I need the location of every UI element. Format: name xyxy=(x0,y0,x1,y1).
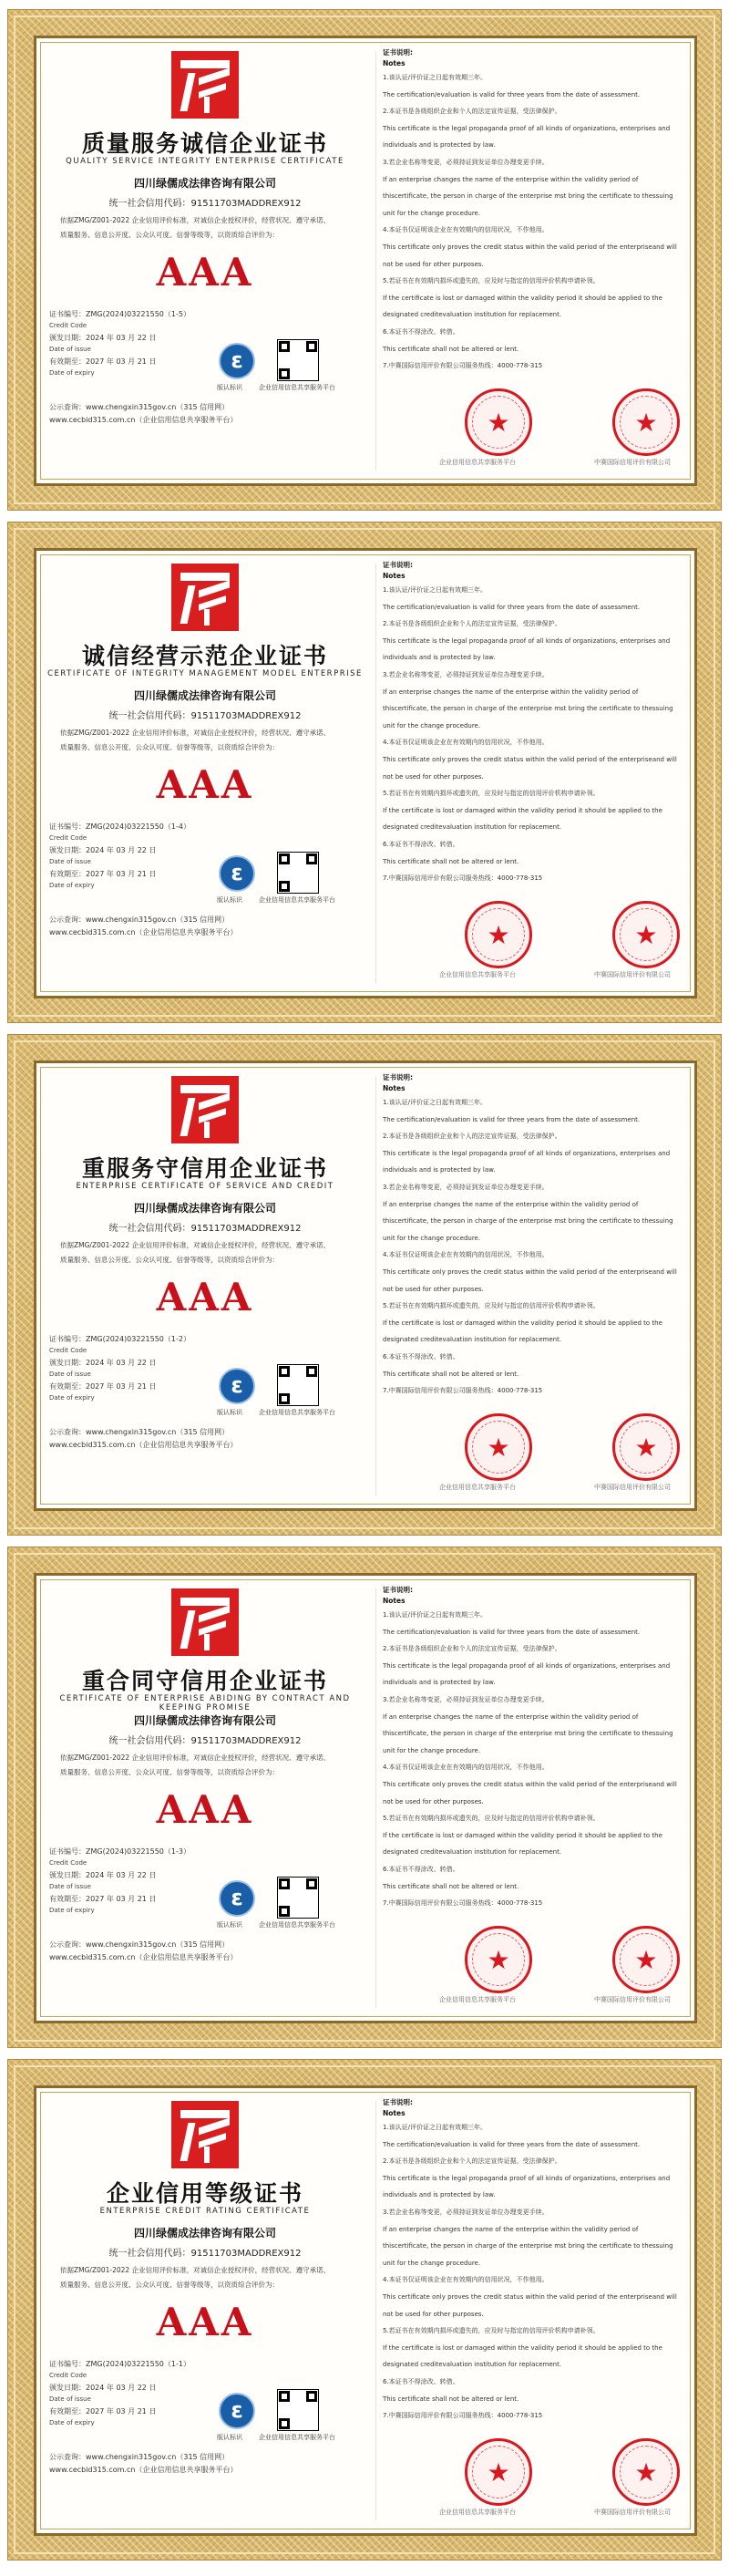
credit-logo-icon xyxy=(171,51,239,119)
certificate-number: 证书编号：ZMG(2024)03221550（1-1） xyxy=(49,2360,190,2368)
note-line: This certificate shall not be altered or lent. xyxy=(383,857,519,865)
emblem-caption: 版认标识 xyxy=(217,384,242,391)
query-url: 公示查询：www.chengxin315gov.cn（315 信用网） xyxy=(49,1428,230,1436)
official-seal-icon: ★ xyxy=(612,1413,680,1481)
official-seal-icon: ★ xyxy=(612,388,680,456)
notes-list xyxy=(383,582,693,887)
notes-heading: Notes xyxy=(383,572,406,580)
note-line: 3.若企业名称等变更，必须持证到发证单位办理变更手续。 xyxy=(383,670,549,678)
note-line: 6.本证书不得涂改、转借。 xyxy=(383,327,459,336)
notes-heading: Notes xyxy=(383,59,406,67)
query-info xyxy=(49,2451,237,2477)
notes-title: 证书说明: xyxy=(383,48,413,57)
note-line: 5.若证书在有效期内损坏或遗失的，应及时与指定的信用评价机构申请补领。 xyxy=(383,1815,600,1823)
note-line: 2.本证书是各级组织企业和个人的法定宣传证据，受法律保护。 xyxy=(383,1645,561,1653)
seal-caption: 中赛国际信用评价有限公司 xyxy=(594,971,671,978)
note-line: This certificate is the legal propaganda proof of all kinds of organizations, enterprises and xyxy=(383,1149,671,1157)
certification-emblem-icon xyxy=(219,1368,255,1404)
credit-code: 统一社会信用代码：91511703MADDREX912 xyxy=(108,199,302,209)
evaluation-description: 依据ZMG/Z001-2022 企业信用评价标准，对诚信企业授权评价，经营状况、遵守承诺、 质量服务、信息公开度、公众认可度、信誉等级等，以资质综合评价为： xyxy=(60,729,331,751)
emblem-caption: 版认标识 xyxy=(217,896,242,904)
certificate-left-panel xyxy=(36,551,374,996)
note-line: 7.中赛国际信用评价有限公司服务热线：4000-778-315 xyxy=(383,362,543,370)
certificate-info: 证书编号：ZMG(2024)03221550（1-3） Credit Code 颁发日期：2024 年 03 月 22 日 Date of issue 有效期至：2027 年 03 月 21 日 Date of expiry xyxy=(49,1847,190,1914)
note-line: This certificate shall not be altered or lent. xyxy=(383,1370,519,1378)
note-line: 1.该认证/评价证之日起有效期三年。 xyxy=(383,586,488,594)
expiry-date: 有效期至：2027 年 03 月 21 日 xyxy=(49,357,157,366)
certificate-title: 质量服务诚信企业证书 xyxy=(81,130,328,157)
certification-emblem-icon xyxy=(219,855,255,892)
notes-title: 证书说明: xyxy=(383,1586,413,1594)
company-name: 四川绿儒成法律咨询有限公司 xyxy=(133,177,276,190)
certificate-number: 证书编号：ZMG(2024)03221550（1-2） xyxy=(49,1335,190,1343)
certification-emblem-icon xyxy=(219,343,255,379)
note-line: This certificate is the legal propaganda proof of all kinds of organizations, enterprises and xyxy=(383,2174,671,2182)
certificate-title: 重合同守信用企业证书 xyxy=(81,1668,328,1694)
official-seal-icon: ★ xyxy=(612,1926,680,1993)
note-line: thiscertificate, the person in charge of the enterprise mst bring the certificate to thessuing xyxy=(383,1217,673,1226)
note-line: unit for the change procedure. xyxy=(383,2259,481,2267)
company-name: 四川绿儒成法律咨询有限公司 xyxy=(133,689,276,702)
certificate-left-panel xyxy=(36,1063,374,1508)
certificate-number: 证书编号：ZMG(2024)03221550（1-4） xyxy=(49,822,190,831)
official-seal-icon: ★ xyxy=(612,2438,680,2506)
query-info xyxy=(49,401,237,427)
query-site: www.cecbid315.com.cn（企业信用信息共享服务平台） xyxy=(49,416,238,424)
note-line: If the certificate is lost or damaged within the validity period it should be applied to the xyxy=(383,1319,662,1327)
note-line: This certificate is the legal propaganda proof of all kinds of organizations, enterprises and xyxy=(383,124,671,132)
note-line: This certificate only proves the credit status within the valid period of the enterpriseand will xyxy=(383,1780,677,1788)
note-line: If the certificate is lost or damaged within the validity period it should be applied to the xyxy=(383,2343,662,2352)
certificate-notes xyxy=(383,47,693,375)
query-site: www.cecbid315.com.cn（企业信用信息共享服务平台） xyxy=(49,1953,238,1961)
notes-list xyxy=(383,1607,693,1912)
note-line: designated creditevaluation institution for replacement. xyxy=(383,1848,562,1857)
certificate-notes xyxy=(383,2097,693,2425)
note-line: 6.本证书不得涂改、转借。 xyxy=(383,840,459,848)
note-line: 6.本证书不得涂改、转借。 xyxy=(383,2377,459,2385)
query-url: 公示查询：www.chengxin315gov.cn（315 信用网） xyxy=(49,2453,230,2461)
emblem-caption: 版认标识 xyxy=(217,2434,242,2441)
certificate-left-panel xyxy=(36,38,374,483)
note-line: designated creditevaluation institution for replacement. xyxy=(383,823,562,832)
note-line: This certificate only proves the credit status within the valid period of the enterpriseand will xyxy=(383,755,677,763)
certificate-body xyxy=(34,1060,697,1511)
note-line: 5.若证书在有效期内损坏或遗失的，应及时与指定的信用评价机构申请补领。 xyxy=(383,2327,600,2335)
note-line: thiscertificate, the person in charge of the enterprise mst bring the certificate to thessuing xyxy=(383,1730,673,1738)
certificate-subtitle: QUALITY SERVICE INTEGRITY ENTERPRISE CERTIFICATE xyxy=(66,157,344,166)
note-line: The certification/evaluation is valid for three years from the date of assessment. xyxy=(383,2140,641,2148)
certificate-subtitle: ENTERPRISE CERTIFICATE OF SERVICE AND CREDIT xyxy=(76,1182,334,1191)
note-line: not be used for other purposes. xyxy=(383,2310,484,2318)
note-line: 3.若企业名称等变更，必须持证到发证单位办理变更手续。 xyxy=(383,1183,549,1191)
note-line: 3.若企业名称等变更，必须持证到发证单位办理变更手续。 xyxy=(383,2208,549,2216)
rating-grade: AAA xyxy=(156,762,254,807)
official-seal-icon: ★ xyxy=(465,388,532,456)
note-line: unit for the change procedure. xyxy=(383,1746,481,1754)
certificate-title: 重服务守信用企业证书 xyxy=(81,1155,328,1182)
query-site: www.cecbid315.com.cn（企业信用信息共享服务平台） xyxy=(49,2466,238,2474)
seal-caption: 企业信用信息共享服务平台 xyxy=(439,1484,516,1491)
notes-list xyxy=(383,69,693,375)
note-line: 6.本证书不得涂改、转借。 xyxy=(383,1352,459,1360)
note-line: not be used for other purposes. xyxy=(383,772,484,781)
official-seal-icon: ★ xyxy=(465,1413,532,1481)
evaluation-description: 依据ZMG/Z001-2022 企业信用评价标准，对诚信企业授权评价，经营状况、遵守承诺、 质量服务、信息公开度、公众认可度、信誉等级等，以资质综合评价为： xyxy=(60,1241,331,1264)
certificate-title: 诚信经营示范企业证书 xyxy=(81,643,328,669)
note-line: individuals and is protected by law. xyxy=(383,654,496,662)
seal-caption: 企业信用信息共享服务平台 xyxy=(439,459,516,466)
qr-caption: 企业信用信息共享服务平台 xyxy=(259,1409,335,1416)
certificate-info: 证书编号：ZMG(2024)03221550（1-1） Credit Code 颁发日期：2024 年 03 月 22 日 Date of issue 有效期至：2027 年 03 月 21 日 Date of expiry xyxy=(49,2360,190,2426)
panel-divider xyxy=(375,564,376,983)
note-line: If an enterprise changes the name of the enterprise within the validity period of xyxy=(383,688,639,696)
qr-code-icon xyxy=(277,1877,319,1919)
expiry-date: 有效期至：2027 年 03 月 21 日 xyxy=(49,2407,157,2416)
issue-date: 颁发日期：2024 年 03 月 22 日 xyxy=(49,1871,157,1879)
note-line: unit for the change procedure. xyxy=(383,1234,481,1242)
certificate-notes xyxy=(383,560,693,887)
rating-grade: AAA xyxy=(156,1787,254,1832)
certificate-notes xyxy=(383,1072,693,1400)
issue-date: 颁发日期：2024 年 03 月 22 日 xyxy=(49,846,157,854)
note-line: This certificate only proves the credit status within the valid period of the enterpriseand will xyxy=(383,243,677,251)
issue-date: 颁发日期：2024 年 03 月 22 日 xyxy=(49,2384,157,2392)
certification-emblem-icon xyxy=(219,2393,255,2429)
qr-code-icon xyxy=(277,1364,319,1406)
company-name: 四川绿儒成法律咨询有限公司 xyxy=(133,1714,276,1727)
seal-caption: 企业信用信息共享服务平台 xyxy=(439,971,516,978)
note-line: 4.本证书仅证明该企业在有效期内的信用状况，不作他用。 xyxy=(383,739,549,747)
note-line: individuals and is protected by law. xyxy=(383,1679,496,1687)
certificate-number: 证书编号：ZMG(2024)03221550（1-3） xyxy=(49,1847,190,1856)
note-line: unit for the change procedure. xyxy=(383,209,481,217)
note-line: thiscertificate, the person in charge of the enterprise mst bring the certificate to thessuing xyxy=(383,705,673,713)
note-line: unit for the change procedure. xyxy=(383,721,481,729)
certificate-info: 证书编号：ZMG(2024)03221550（1-5） Credit Code 颁发日期：2024 年 03 月 22 日 Date of issue 有效期至：2027 年 03 月 21 日 Date of expiry xyxy=(49,310,190,377)
note-line: 4.本证书仅证明该企业在有效期内的信用状况，不作他用。 xyxy=(383,2276,549,2284)
certificate-frame xyxy=(7,1034,722,1536)
certificate-subtitle: CERTIFICATE OF ENTERPRISE ABIDING BY CONTRACT AND KEEPING PROMISE xyxy=(59,1694,351,1712)
note-line: designated creditevaluation institution for replacement. xyxy=(383,2361,562,2369)
issue-date: 颁发日期：2024 年 03 月 22 日 xyxy=(49,334,157,342)
note-line: 6.本证书不得涂改、转借。 xyxy=(383,1865,459,1873)
note-line: The certification/evaluation is valid for three years from the date of assessment. xyxy=(383,1628,641,1636)
note-line: 7.中赛国际信用评价有限公司服务热线：4000-778-315 xyxy=(383,1899,543,1908)
expiry-date: 有效期至：2027 年 03 月 21 日 xyxy=(49,1895,157,1903)
note-line: The certification/evaluation is valid for three years from the date of assessment. xyxy=(383,603,641,611)
note-line: not be used for other purposes. xyxy=(383,260,484,268)
rating-grade: AAA xyxy=(156,1275,254,1319)
note-line: If an enterprise changes the name of the enterprise within the validity period of xyxy=(383,175,639,183)
note-line: The certification/evaluation is valid for three years from the date of assessment. xyxy=(383,1115,641,1123)
note-line: 1.该认证/评价证之日起有效期三年。 xyxy=(383,1611,488,1619)
note-line: designated creditevaluation institution for replacement. xyxy=(383,1336,562,1344)
certificate-frame xyxy=(7,1547,722,2048)
credit-code: 统一社会信用代码：91511703MADDREX912 xyxy=(108,1224,302,1234)
note-line: 3.若企业名称等变更，必须持证到发证单位办理变更手续。 xyxy=(383,1695,549,1703)
seal-caption: 企业信用信息共享服务平台 xyxy=(439,1996,516,2003)
notes-list xyxy=(383,1094,693,1400)
qr-caption: 企业信用信息共享服务平台 xyxy=(259,896,335,904)
qr-caption: 企业信用信息共享服务平台 xyxy=(259,384,335,391)
rating-grade: AAA xyxy=(156,2300,254,2344)
note-line: 2.本证书是各级组织企业和个人的法定宣传证据，受法律保护。 xyxy=(383,108,561,116)
note-line: 5.若证书在有效期内损坏或遗失的，应及时与指定的信用评价机构申请补领。 xyxy=(383,790,600,798)
note-line: 1.该认证/评价证之日起有效期三年。 xyxy=(383,2124,488,2131)
note-line: 2.本证书是各级组织企业和个人的法定宣传证据，受法律保护。 xyxy=(383,2157,561,2166)
query-url: 公示查询：www.chengxin315gov.cn（315 信用网） xyxy=(49,1940,230,1949)
qr-code-icon xyxy=(277,339,319,381)
certificate-subtitle: ENTERPRISE CREDIT RATING CERTIFICATE xyxy=(99,2207,311,2216)
note-line: 5.若证书在有效期内损坏或遗失的，应及时与指定的信用评价机构申请补领。 xyxy=(383,277,600,285)
credit-code: 统一社会信用代码：91511703MADDREX912 xyxy=(108,2249,302,2259)
note-line: 2.本证书是各级组织企业和个人的法定宣传证据，受法律保护。 xyxy=(383,1133,561,1141)
note-line: This certificate shall not be altered or lent. xyxy=(383,345,519,353)
credit-logo-icon xyxy=(171,2101,239,2168)
note-line: 3.若企业名称等变更，必须持证到发证单位办理变更手续。 xyxy=(383,158,549,166)
note-line: If the certificate is lost or damaged within the validity period it should be applied to the xyxy=(383,806,662,814)
note-line: This certificate shall not be altered or lent. xyxy=(383,2395,519,2403)
note-line: individuals and is protected by law. xyxy=(383,2191,496,2199)
note-line: If the certificate is lost or damaged within the validity period it should be applied to the xyxy=(383,294,662,302)
certificate-left-panel xyxy=(36,2088,374,2533)
note-line: 1.该认证/评价证之日起有效期三年。 xyxy=(383,1099,488,1106)
seal-caption: 企业信用信息共享服务平台 xyxy=(439,2509,516,2516)
query-info xyxy=(49,1426,237,1452)
notes-list xyxy=(383,2119,693,2425)
certificate-notes xyxy=(383,1585,693,1912)
credit-logo-icon xyxy=(171,564,239,631)
note-line: The certification/evaluation is valid for three years from the date of assessment. xyxy=(383,90,641,98)
emblem-caption: 版认标识 xyxy=(217,1921,242,1929)
expiry-date: 有效期至：2027 年 03 月 21 日 xyxy=(49,1382,157,1391)
evaluation-description: 依据ZMG/Z001-2022 企业信用评价标准，对诚信企业授权评价，经营状况、遵守承诺、 质量服务、信息公开度、公众认可度、信誉等级等，以资质综合评价为： xyxy=(60,1754,331,1776)
note-line: This certificate only proves the credit status within the valid period of the enterpriseand will xyxy=(383,2292,677,2301)
official-seal-icon: ★ xyxy=(612,901,680,968)
credit-code: 统一社会信用代码：91511703MADDREX912 xyxy=(108,711,302,721)
qr-code-icon xyxy=(277,852,319,894)
certification-emblem-icon xyxy=(219,1880,255,1917)
certificate-info: 证书编号：ZMG(2024)03221550（1-4） Credit Code 颁发日期：2024 年 03 月 22 日 Date of issue 有效期至：2027 年 03 月 21 日 Date of expiry xyxy=(49,822,190,889)
notes-heading: Notes xyxy=(383,2109,406,2117)
note-line: individuals and is protected by law. xyxy=(383,1166,496,1174)
note-line: not be used for other purposes. xyxy=(383,1285,484,1293)
note-line: If an enterprise changes the name of the enterprise within the validity period of xyxy=(383,2225,639,2233)
seal-caption: 中赛国际信用评价有限公司 xyxy=(594,1996,671,2003)
note-line: This certificate is the legal propaganda proof of all kinds of organizations, enterprises and xyxy=(383,1661,671,1670)
certificate-body xyxy=(34,36,697,486)
query-site: www.cecbid315.com.cn（企业信用信息共享服务平台） xyxy=(49,1441,238,1449)
note-line: designated creditevaluation institution for replacement. xyxy=(383,311,562,319)
certificate-frame xyxy=(7,522,722,1023)
note-line: If an enterprise changes the name of the enterprise within the validity period of xyxy=(383,1712,639,1721)
certificate-frame xyxy=(7,9,722,511)
certificate-number: 证书编号：ZMG(2024)03221550（1-5） xyxy=(49,310,190,318)
panel-divider xyxy=(375,2101,376,2520)
note-line: 7.中赛国际信用评价有限公司服务热线：4000-778-315 xyxy=(383,874,543,883)
seal-caption: 中赛国际信用评价有限公司 xyxy=(594,1484,671,1491)
panel-divider xyxy=(375,1076,376,1495)
qr-caption: 企业信用信息共享服务平台 xyxy=(259,2434,335,2441)
note-line: 1.该认证/评价证之日起有效期三年。 xyxy=(383,74,488,81)
query-info xyxy=(49,1939,237,1964)
note-line: 4.本证书仅证明该企业在有效期内的信用状况，不作他用。 xyxy=(383,1764,549,1772)
company-name: 四川绿儒成法律咨询有限公司 xyxy=(133,1202,276,1215)
official-seal-icon: ★ xyxy=(465,2438,532,2506)
note-line: individuals and is protected by law. xyxy=(383,141,496,150)
rating-grade: AAA xyxy=(156,250,254,295)
evaluation-description: 依据ZMG/Z001-2022 企业信用评价标准，对诚信企业授权评价，经营状况、遵守承诺、 质量服务、信息公开度、公众认可度、信誉等级等，以资质综合评价为： xyxy=(60,2266,331,2289)
note-line: 7.中赛国际信用评价有限公司服务热线：4000-778-315 xyxy=(383,2412,543,2420)
company-name: 四川绿儒成法律咨询有限公司 xyxy=(133,2227,276,2240)
note-line: 7.中赛国际信用评价有限公司服务热线：4000-778-315 xyxy=(383,1387,543,1395)
expiry-date: 有效期至：2027 年 03 月 21 日 xyxy=(49,870,157,878)
notes-heading: Notes xyxy=(383,1084,406,1092)
notes-heading: Notes xyxy=(383,1597,406,1605)
certificate-info: 证书编号：ZMG(2024)03221550（1-2） Credit Code 颁发日期：2024 年 03 月 22 日 Date of issue 有效期至：2027 年 03 月 21 日 Date of expiry xyxy=(49,1335,190,1402)
query-site: www.cecbid315.com.cn（企业信用信息共享服务平台） xyxy=(49,928,238,936)
credit-logo-icon xyxy=(171,1588,239,1656)
query-url: 公示查询：www.chengxin315gov.cn（315 信用网） xyxy=(49,403,230,411)
note-line: not be used for other purposes. xyxy=(383,1797,484,1805)
seal-caption: 中赛国际信用评价有限公司 xyxy=(594,2509,671,2516)
issue-date: 颁发日期：2024 年 03 月 22 日 xyxy=(49,1359,157,1367)
certificate-subtitle: CERTIFICATE OF INTEGRITY MANAGEMENT MODEL ENTERPRISE xyxy=(47,669,363,678)
evaluation-description: 依据ZMG/Z001-2022 企业信用评价标准，对诚信企业授权评价，经营状况、遵守承诺、 质量服务、信息公开度、公众认可度、信誉等级等，以资质综合评价为： xyxy=(60,216,331,239)
certificate-body xyxy=(34,2085,697,2536)
note-line: If the certificate is lost or damaged within the validity period it should be applied to the xyxy=(383,1831,662,1839)
note-line: This certificate is the legal propaganda proof of all kinds of organizations, enterprises and xyxy=(383,636,671,645)
notes-title: 证书说明: xyxy=(383,2098,413,2106)
note-line: If an enterprise changes the name of the enterprise within the validity period of xyxy=(383,1200,639,1208)
certificate-title: 企业信用等级证书 xyxy=(106,2180,303,2207)
note-line: This certificate only proves the credit status within the valid period of the enterpriseand will xyxy=(383,1267,677,1276)
note-line: 4.本证书仅证明该企业在有效期内的信用状况，不作他用。 xyxy=(383,226,549,234)
panel-divider xyxy=(375,1588,376,2008)
note-line: thiscertificate, the person in charge of the enterprise mst bring the certificate to thessuing xyxy=(383,2242,673,2250)
credit-code: 统一社会信用代码：91511703MADDREX912 xyxy=(108,1736,302,1746)
qr-caption: 企业信用信息共享服务平台 xyxy=(259,1921,335,1929)
notes-title: 证书说明: xyxy=(383,561,413,569)
note-line: thiscertificate, the person in charge of the enterprise mst bring the certificate to thessuing xyxy=(383,192,673,201)
seal-caption: 中赛国际信用评价有限公司 xyxy=(594,459,671,466)
certificate-frame xyxy=(7,2059,722,2560)
query-url: 公示查询：www.chengxin315gov.cn（315 信用网） xyxy=(49,916,230,924)
note-line: 4.本证书仅证明该企业在有效期内的信用状况，不作他用。 xyxy=(383,1251,549,1259)
qr-code-icon xyxy=(277,2389,319,2431)
note-line: 5.若证书在有效期内损坏或遗失的，应及时与指定的信用评价机构申请补领。 xyxy=(383,1302,600,1310)
emblem-caption: 版认标识 xyxy=(217,1409,242,1416)
official-seal-icon: ★ xyxy=(465,1926,532,1993)
official-seal-icon: ★ xyxy=(465,901,532,968)
certificate-body xyxy=(34,548,697,998)
certificate-body xyxy=(34,1573,697,2023)
panel-divider xyxy=(375,51,376,471)
credit-logo-icon xyxy=(171,1076,239,1143)
query-info xyxy=(49,914,237,939)
note-line: This certificate shall not be altered or lent. xyxy=(383,1882,519,1890)
notes-title: 证书说明: xyxy=(383,1073,413,1081)
note-line: 2.本证书是各级组织企业和个人的法定宣传证据，受法律保护。 xyxy=(383,620,561,628)
certificate-left-panel xyxy=(36,1576,374,2021)
